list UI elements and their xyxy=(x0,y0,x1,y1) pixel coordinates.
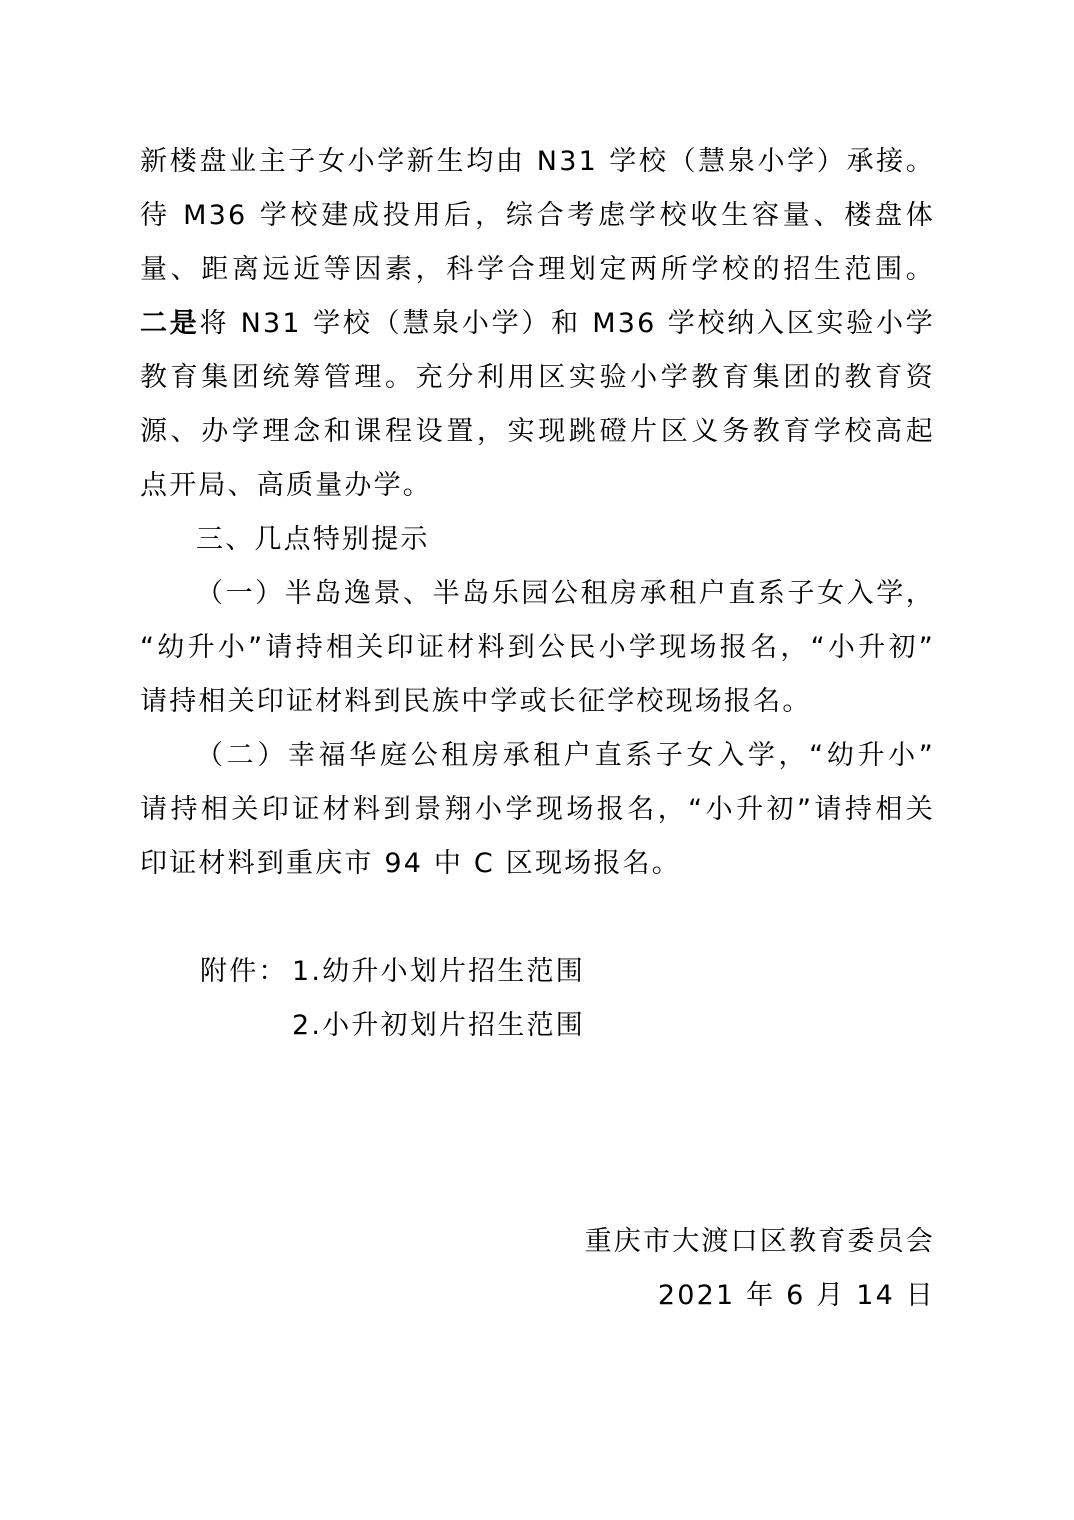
section-heading: 三、几点特别提示 xyxy=(196,524,430,555)
list-item-line: 请持相关印证材料到景翔小学现场报名，“小升初”请持相关 xyxy=(140,794,935,825)
paragraph-line: 量、距离远近等因素，科学合理划定两所学校的招生范围。 xyxy=(140,254,935,285)
signature-date: 2021 年 6 月 14 日 xyxy=(657,1280,935,1311)
attachments-label: 附件： xyxy=(200,956,288,987)
paragraph-line: 待 M36 学校建成投用后，综合考虑学校收生容量、楼盘体 xyxy=(140,200,935,231)
attachment-item: 1.幼升小划片招生范围 xyxy=(292,956,585,987)
paragraph-line xyxy=(140,304,935,344)
list-item-line: 印证材料到重庆市 94 中 C 区现场报名。 xyxy=(140,848,681,879)
point-two-text: 将 N31 学校（慧泉小学）和 M36 学校纳入区实验小学 xyxy=(199,308,935,339)
paragraph-line: 教育集团统筹管理。充分利用区实验小学教育集团的教育资 xyxy=(140,362,935,393)
attachment-item: 2.小升初划片招生范围 xyxy=(292,1010,585,1041)
signature-organization: 重庆市大渡口区教育委员会 xyxy=(584,1226,935,1257)
list-item-line: （二）幸福华庭公租房承租户直系子女入学，“幼升小” xyxy=(196,740,935,771)
paragraph-line: 源、办学理念和课程设置，实现跳磴片区义务教育学校高起 xyxy=(140,416,935,447)
point-two-lead: 二是 xyxy=(140,308,200,339)
list-item-line: 请持相关印证材料到民族中学或长征学校现场报名。 xyxy=(140,686,812,717)
paragraph-line: 点开局、高质量办学。 xyxy=(140,470,432,501)
list-item-line: （一）半岛逸景、半岛乐园公租房承租户直系子女入学， xyxy=(196,578,935,609)
list-item-line: “幼升小”请持相关印证材料到公民小学现场报名，“小升初” xyxy=(140,632,935,663)
paragraph-line: 新楼盘业主子女小学新生均由 N31 学校（慧泉小学）承接。 xyxy=(140,146,935,177)
